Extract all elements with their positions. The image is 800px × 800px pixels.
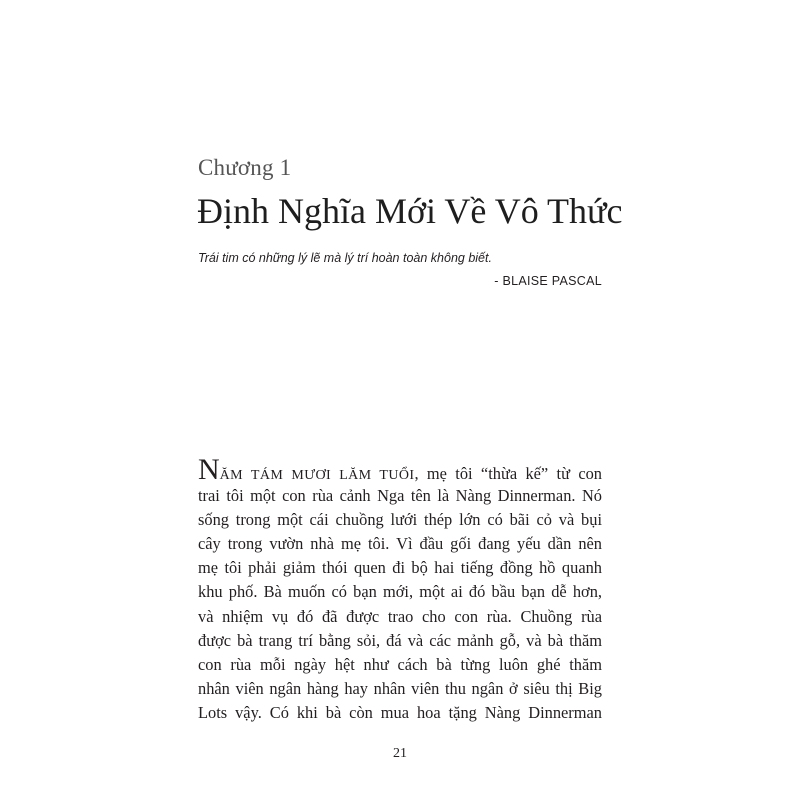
chapter-label: Chương 1 (198, 155, 292, 180)
body-line: nhân viên ngân hàng hay nhân viên thu ngân ở siêu thị Big (198, 678, 602, 698)
body-line: con rùa mỗi ngày hệt như cách bà từng luôn ghé thăm (198, 654, 602, 674)
body-line: cây trong vườn nhà mẹ tôi. Vì đầu gối đang yếu dần nên (198, 534, 602, 554)
epigraph-quote: Trái tim có những lý lẽ mà lý trí hoàn toàn không biết. (198, 251, 492, 265)
page-number: 21 (393, 746, 407, 761)
lead-small-caps: ĂM TÁM MƯƠI LĂM TUỔI (219, 468, 415, 483)
body-line: sống trong một cái chuồng lưới thép lớn có bãi cỏ và bụi (198, 510, 602, 530)
body-paragraph (198, 453, 603, 725)
body-line: Lots vậy. Có khi bà còn mua hoa tặng Nàng Dinnerman (198, 702, 602, 722)
drop-cap: N (198, 453, 220, 486)
first-line-text: , mẹ tôi “thừa kế” từ con (414, 464, 603, 483)
body-line: mẹ tôi phải giảm thói quen đi bộ hai tiếng đồng hồ quanh (198, 558, 602, 578)
body-line: được bà trang trí bằng sỏi, đá và các mảnh gỗ, và bà thăm (198, 630, 602, 650)
body-line: khu phố. Bà muốn có bạn mới, một ai đó bầu bạn dễ hơn, (198, 582, 602, 602)
body-line: và nhiệm vụ đó đã được trao cho con rùa. Chuồng rùa (198, 606, 602, 626)
body-line: trai tôi một con rùa cảnh Nga tên là Nàng Dinnerman. Nó (198, 486, 602, 506)
chapter-title: Định Nghĩa Mới Về Vô Thức (197, 191, 623, 231)
body-line-first (198, 453, 603, 486)
epigraph-attribution: - BLAISE PASCAL (494, 274, 602, 288)
